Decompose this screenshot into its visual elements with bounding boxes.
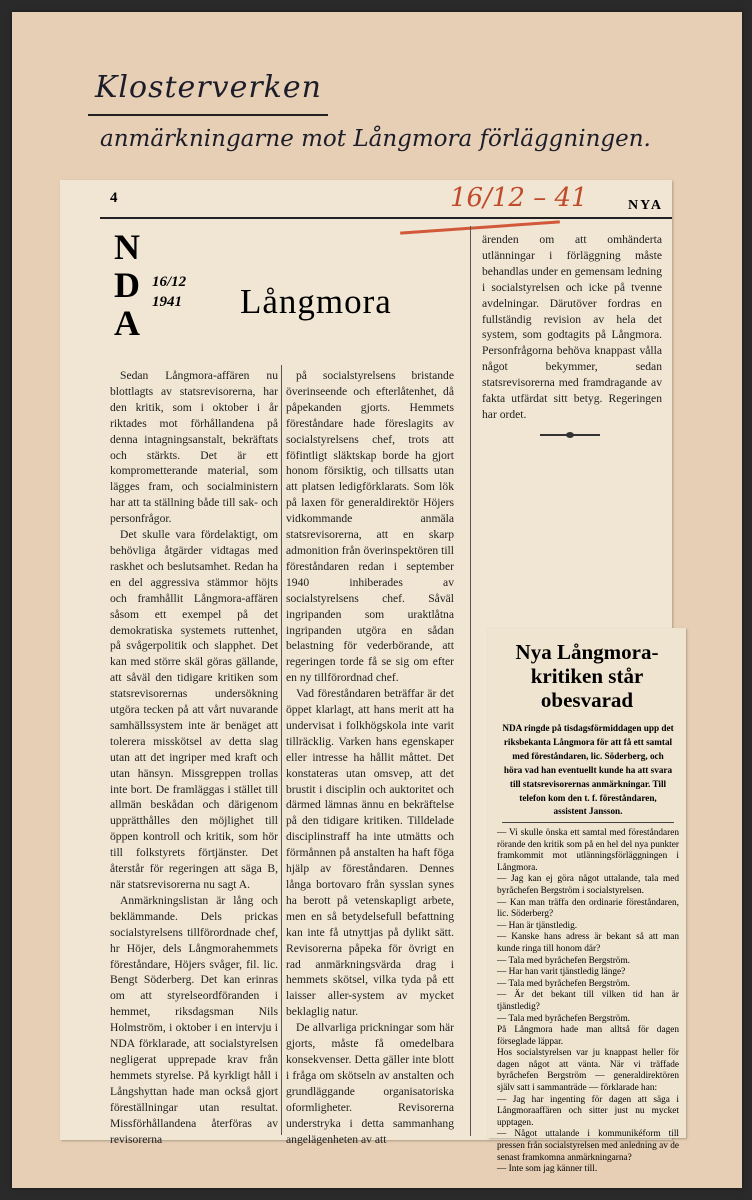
handwritten-underline (88, 114, 328, 116)
article-column-3 (482, 232, 662, 423)
logo-letter: D (114, 265, 140, 305)
dialogue-line: — Han är tjänstledig. (497, 920, 578, 931)
dialogue-line: — Jag har ingenting för dagen att säga i Långmoraaffären och sitter just nu mycket upptagen. (497, 1094, 679, 1128)
header-rule (100, 217, 672, 219)
handwritten-title: Klosterverken (95, 70, 322, 105)
side-rule (502, 822, 674, 823)
column-rule (470, 226, 471, 1136)
page-number: 4 (110, 190, 118, 206)
dialogue-line: — Har han varit tjänstledig länge? (497, 967, 626, 978)
end-ornament (540, 434, 600, 436)
issue-date (152, 272, 186, 312)
logo-letter: A (114, 303, 140, 343)
paragraph: på socialstyrelsens bristande överinseende och efterlåtenhet, då påpekanden gjorts. Hemmets föreståndare hade föreslagits av socialstyrelsens chef, trots att föfintligt släktskap borde ha gjort honom försiktig, och tillsatts utan att platsen ledigförklarats. Som lök på laxen för generaldirektör Höjers vidkommande anmäla statsrevisorerna, att en skarp admonition från överinspektören till föreståndaren redan i september 1940 inhiberades av socialstyrelsens chef. Såväl ingripanden som uraktlåtna ingripanden utgöra en sådan belastning för vederbörande, att regeringen torde få se sig om efter en ny tillförordnad chef. (286, 369, 454, 685)
dialogue-line: — Vi skulle önska ett samtal med föreståndaren rörande den kritik som på en hel del nya punkter framkommit mot utlänningsförläggningen i Långmora. (497, 828, 679, 873)
paragraph: Anmärkningslistan är lång och beklämmande. Dels prickas socialstyrelsens tillförordnade chef, hr Höjer, dels Långmorahemmets föreståndare, Höjers svåger, fil. lic. Bengt Söderberg. Det kan erinras om att styrelseordföranden i hemmet, riksdagsman Nils Holmström, i oktober i en intervju i NDA förklarade, att socialstyrelsen negligerat upprepade krav från hemmets styrelse. På kyrkligt håll i Långshyttan hade man också gjort föreställningar utan resultat. Missförhållandena återföras av revisorerna (110, 893, 278, 1146)
dialogue-line: — Kan man träffa den ordinarie föreståndaren, lic. Söderberg? (497, 897, 679, 920)
handwritten-note: anmärkningarne mot Långmora förläggningen. (100, 126, 651, 152)
paragraph: ärenden om att omhänderta utlänningar i förläggning måste behandlas under en gemensam ledning i socialstyrelsen och icke på tvenne avdelningar. Därutöver fordras en fullständig revision av hela det system, som godtagits på Långmora. Personfrågorna behöva knappast vålla något bekymmer, sedan statsrevisorerna med framdragande av fakta utfärdat sitt betyg. Regeringen har ordet. (482, 233, 662, 421)
dialogue-line: — Kanske hans adress är bekant så att man kunde ringa till honom där? (497, 932, 679, 954)
dialogue-line: — Inte som jag känner till. (497, 1164, 598, 1175)
dialogue-line: — Jag kan ej göra något uttalande, tala med byråchefen Bergström i socialstyrelsen. (497, 874, 679, 896)
logo-letter: N (114, 227, 140, 267)
paragraph: De allvarliga prickningar som här gjorts, måste få omedelbara konsekvenser. Detta gäller inte blott i fråga om skötseln av anstalten och grundläggande organisatoriska oformligheter. Revisorerna understryka i detta sammanhang angelägenheten av att (286, 1021, 454, 1146)
article-headline: Långmora (240, 282, 392, 321)
side-body (497, 828, 679, 1176)
article-column-2 (286, 368, 454, 1147)
nda-logo (110, 228, 144, 342)
paragraph: Vad föreståndaren beträffar är det öppet klarlagt, att hans merit att ha undervisat i folkhögskola inte varit tillräcklig. Varken hans egenskaper eller intresse ha hållit måttet. Det konstateras utan omsvep, att det brustit i disciplin och auktoritet och därmed lämnas ännu en bekräftelse på den tidigare kritiken. Tilldelade disciplinstraff ha inte utmätts och förmånnen på anstalten ha haft föga hjälp av föreståndaren. Dennes långa bortovaro från sysslan synes ha berott på vetenskapligt arbete, men en så betydelsefull befattning kan inte få utnyttjas på dylikt sätt. Revisorerna påpeka för övrigt en rad anmärkningsvärda drag i hemmets skötsel, vilka tyda på ett laisser aller-system av mycket beklaglig natur. (286, 687, 454, 1019)
paragraph: Sedan Långmora-affären nu blottlagts av statsrevisorerna, har den kritik, som i oktober i år riktades mot förhållandena på denna intagningsanstalt, bekräftats och stärkts. Det är ett komprometterande material, som lägges fram, och socialministern har att ta ställning både till sak- och personfrågor. (110, 369, 278, 526)
dialogue-line: — Är det bekant till vilken tid han är tjänstledig? (497, 990, 679, 1012)
dialogue-line: Hos socialstyrelsen var ju knappast heller för dagen något att vänta. När vi träffade byråchefen Bergström — generaldirektören själv satt i sammanträde — förklarade han: (497, 1048, 679, 1094)
issue-date-year: 1941 (152, 294, 182, 310)
side-intro: NDA ringde på tisdagsförmiddagen upp det riksbekanta Långmora för att få ett samtal med föreståndaren, lic. Söderberg, och höra vad han eventuellt kunde ha att svara till statsrevisorernas anmärkningar. Till telefon kom den t. f. föreståndaren, assistent Jansson. (502, 723, 674, 817)
handwritten-date: 16/12 – 41 (450, 183, 588, 213)
column-rule (281, 365, 282, 1135)
side-headline: Nya Långmora-kritiken står obesvarad (515, 640, 659, 712)
article-column-1 (110, 368, 278, 1147)
issue-date-day: 16/12 (152, 274, 187, 290)
paper-name: NYA (628, 198, 664, 213)
dialogue-line: — Tala med byråchefen Bergström. (497, 978, 630, 989)
dialogue-line: På Långmora hade man alltså för dagen förseglade läppar. (497, 1025, 679, 1047)
dialogue-line: — Tala med byråchefen Bergström. (497, 1013, 630, 1024)
paragraph: Det skulle vara fördelaktigt, om behövliga åtgärder vidtagas med raskhet och beslutsamhet. Redan ha en del aggressiva stämmor höjts och framhållit Långmora-affären såsom ett exempel på det demokratiska systemets ruttenhet, på svågerpolitik och slapphet. Det kan med större skäl göras gällande, att såväl den tidigare kritiken som statsrevisorernas undersökning utgöra tecken på att vårt nuvarande samhällssystem inte är benäget att tolerera misskötsel av detta slag utan att det ingriper med kraft och utan hänsyn. Missgreppen trollas inte bort. De framläggas i stället till allmän beskådan och därigenom upprätthålles den möjlighet till öppen kontroll och kritik, som hör till folkstyrets förtjänster. Det återstår för regeringen att säga B, när statsrevisorerna nu sagt A. (110, 528, 278, 891)
dialogue-line: — Tala med byråchefen Bergström. (497, 955, 630, 966)
dialogue-line: — Något uttalande i kommunikéform till pressen från socialstyrelsen med anledning av de senast framkomna anmärkningarna? (497, 1129, 679, 1163)
